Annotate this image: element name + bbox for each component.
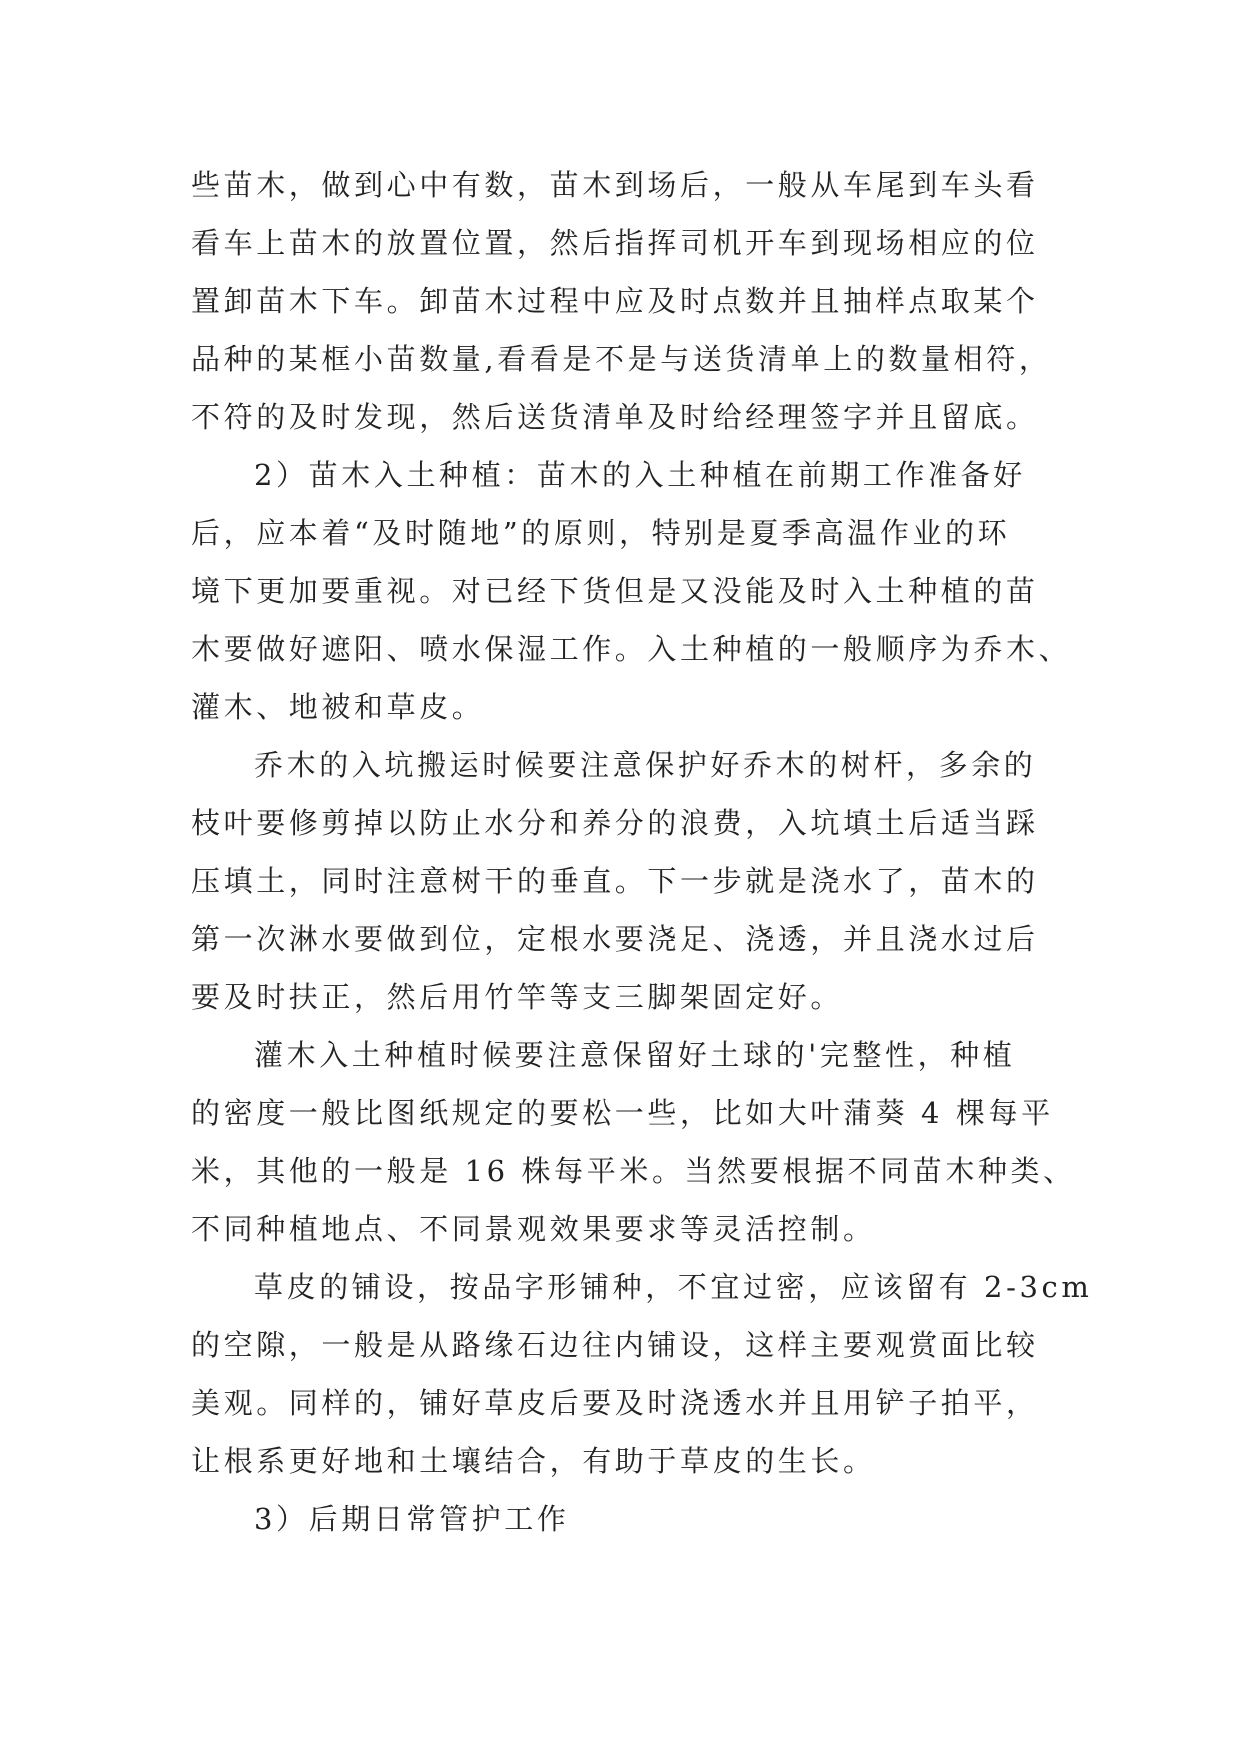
text-line: 枝叶要修剪掉以防止水分和养分的浪费，入坑填土后适当踩 — [191, 806, 1039, 840]
text-line: 让根系更好地和土壤结合，有助于草皮的生长。 — [191, 1444, 876, 1478]
paragraph-first-line: 2）苗木入土种植：苗木的入土种植在前期工作准备好 — [254, 458, 1026, 492]
text-line: 境下更加要重视。对已经下货但是又没能及时入土种植的苗 — [191, 574, 1039, 608]
text-line: 看车上苗木的放置位置，然后指挥司机开车到现场相应的位 — [191, 226, 1039, 260]
paragraph-first-line: 草皮的铺设，按品字形铺种，不宜过密，应该留有 2-3cm — [254, 1270, 1093, 1304]
section-heading: 3）后期日常管护工作 — [254, 1502, 570, 1536]
text-line: 的密度一般比图纸规定的要松一些，比如大叶蒲葵 4 棵每平 — [191, 1096, 1054, 1130]
text-line: 压填土，同时注意树干的垂直。下一步就是浇水了，苗木的 — [191, 864, 1039, 898]
text-line: 些苗木，做到心中有数，苗木到场后，一般从车尾到车头看 — [191, 168, 1039, 202]
paragraph-first-line: 乔木的入坑搬运时候要注意保护好乔木的树杆，多余的 — [254, 748, 1037, 782]
text-line: 后，应本着“及时随地”的原则，特别是夏季高温作业的环 — [191, 516, 1011, 550]
text-line: 置卸苗木下车。卸苗木过程中应及时点数并且抽样点取某个 — [191, 284, 1039, 318]
text-line: 米，其他的一般是 16 株每平米。当然要根据不同苗木种类、 — [191, 1154, 1076, 1188]
text-line: 不同种植地点、不同景观效果要求等灵活控制。 — [191, 1212, 876, 1246]
text-line: 木要做好遮阳、喷水保湿工作。入土种植的一般顺序为乔木、 — [191, 632, 1072, 666]
text-line: 要及时扶正，然后用竹竿等支三脚架固定好。 — [191, 980, 844, 1014]
text-line: 灌木、地被和草皮。 — [191, 690, 485, 724]
text-line: 的空隙，一般是从路缘石边往内铺设，这样主要观赏面比较 — [191, 1328, 1039, 1362]
text-line: 品种的某框小苗数量,看看是不是与送货清单上的数量相符， — [191, 342, 1052, 376]
paragraph-first-line: 灌木入土种植时候要注意保留好土球的'完整性，种植 — [254, 1038, 1016, 1072]
text-line: 不符的及时发现，然后送货清单及时给经理签字并且留底。 — [191, 400, 1039, 434]
text-line: 第一次淋水要做到位，定根水要浇足、浇透，并且浇水过后 — [191, 922, 1039, 956]
text-line: 美观。同样的，铺好草皮后要及时浇透水并且用铲子拍平， — [191, 1386, 1039, 1420]
